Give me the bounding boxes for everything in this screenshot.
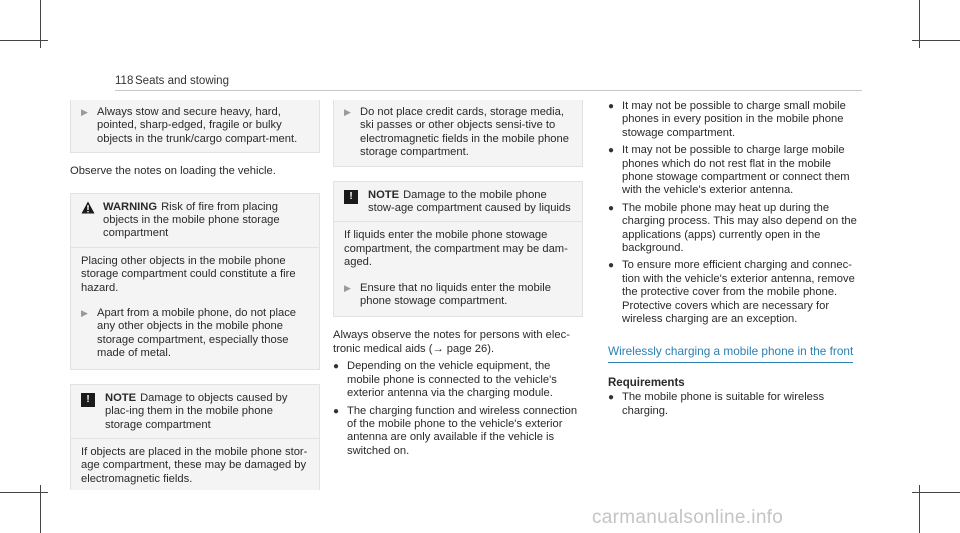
list-item xyxy=(608,391,858,418)
warning-triangle-icon xyxy=(81,201,97,218)
instruction-box xyxy=(70,100,320,153)
paragraph: Observe the notes on loading the vehicle. xyxy=(70,165,276,178)
bullet-dot-icon: ● xyxy=(333,361,340,373)
list-item-text: It may not be possible to charge large mobile phones which do not rest flat in the mobile phone stowage compartment or connect them with the vehicle's exterior antenna. xyxy=(622,144,850,197)
requirements-heading: Requirements xyxy=(608,376,685,389)
bullet-dot-icon: ● xyxy=(608,260,615,272)
list-item-text: It may not be possible to charge small mobile phones in every position in the mobile phone stowage compartment. xyxy=(622,100,846,139)
list-item-text: The mobile phone is suitable for wireless charging. xyxy=(622,391,825,417)
list-item-text: The charging function and wireless connection of the mobile phone to the vehicle's exterior antenna are only available if the vehicle is switched on. xyxy=(347,404,578,457)
paragraph: Always observe the notes for persons with elec-tronic medical aids (→ page 26). xyxy=(333,329,570,355)
instruction xyxy=(334,274,582,317)
watermark: carmanualsonline.info xyxy=(592,507,784,528)
note-exclamation-icon: ! xyxy=(81,393,95,407)
instruction xyxy=(334,100,582,166)
crop-mark xyxy=(0,40,48,41)
list-item-text: Depending on the vehicle equipment, the mobile phone is connected to the vehicle's exterior antenna via the charging module. xyxy=(347,360,557,400)
list-item xyxy=(608,202,858,256)
warning-block xyxy=(70,193,320,370)
requirements-list xyxy=(608,391,858,418)
warning-heading xyxy=(70,193,320,248)
note-block xyxy=(333,181,583,318)
list-item xyxy=(608,100,858,140)
instruction-text: Ensure that no liquids enter the mobile phone stowage compartment. xyxy=(360,281,551,308)
instruction-text: Do not place credit cards, storage media, ski passes or other objects sensi-tive to electromagnetic fields in the mobile phone storage compartment. xyxy=(360,106,569,159)
bullet-dot-icon: ● xyxy=(608,202,615,214)
note-block xyxy=(70,384,320,490)
instruction xyxy=(71,100,319,152)
section-title: Seats and stowing xyxy=(135,75,229,87)
arrow-right-icon: ▶ xyxy=(81,308,88,319)
instruction-text: Apart from a mobile phone, do not place any other objects in the mobile phone storage compartment, especially those made of metal. xyxy=(97,307,297,360)
bullet-dot-icon: ● xyxy=(608,101,615,112)
list-item xyxy=(608,259,858,326)
list-item-text: To ensure more efficient charging and connec-tion with the vehicle's exterior antenna, remove the protective cover from the mobile phone. Protective covers which are necessary for wireless charging are an exception. xyxy=(622,259,855,326)
note-keyword: NOTE xyxy=(368,188,400,201)
note-body: If objects are placed in the mobile phone stor-age compartment, these may be damaged by electromagnetic fields. xyxy=(81,445,308,485)
list-item-text: The mobile phone may heat up during the charging process. This may also depend on the applications (apps) currently open in the background. xyxy=(622,201,857,255)
column-2 xyxy=(333,100,583,462)
arrow-right-icon: ▶ xyxy=(344,107,351,117)
note-heading xyxy=(333,181,583,223)
note-exclamation-icon: ! xyxy=(344,190,358,204)
instruction xyxy=(71,299,319,369)
list-item xyxy=(333,360,583,400)
column-3 xyxy=(608,100,858,422)
list-item xyxy=(608,144,858,198)
list-item xyxy=(333,405,583,459)
warning-body: Placing other objects in the mobile phone storage compartment could constitute a fire hazard. xyxy=(81,254,296,294)
warning-keyword: WARNING xyxy=(103,200,158,213)
bullet-list xyxy=(333,360,583,458)
note-keyword: NOTE xyxy=(105,391,137,404)
instruction-box xyxy=(333,100,583,167)
bullet-list xyxy=(608,100,858,327)
warning-title: Risk of fire from placing objects in the mobile phone storage compartment xyxy=(103,200,280,240)
crop-mark xyxy=(0,492,48,493)
crop-mark xyxy=(912,492,960,493)
header-divider xyxy=(115,90,862,91)
page-number: 118 xyxy=(115,75,134,87)
note-heading xyxy=(70,384,320,439)
column-1 xyxy=(70,100,320,490)
note-title: Damage to the mobile phone stow-age compartment caused by liquids xyxy=(368,188,571,215)
crop-mark xyxy=(912,40,960,41)
instruction-text: Always stow and secure heavy, hard, pointed, sharp-edged, fragile or bulky objects in the trunk/cargo compart-ment. xyxy=(97,106,298,145)
bullet-dot-icon: ● xyxy=(608,392,615,404)
bullet-dot-icon: ● xyxy=(333,405,340,417)
arrow-right-icon: ▶ xyxy=(344,282,351,293)
note-body: If liquids enter the mobile phone stowage compartment, the compartment may be dam-aged. xyxy=(344,229,568,269)
bullet-dot-icon: ● xyxy=(608,145,615,157)
note-title: Damage to objects caused by plac-ing them in the mobile phone storage compartment xyxy=(105,391,288,431)
arrow-right-icon: ▶ xyxy=(81,107,88,117)
section-heading-link[interactable]: Wirelessly charging a mobile phone in the front xyxy=(608,345,853,363)
